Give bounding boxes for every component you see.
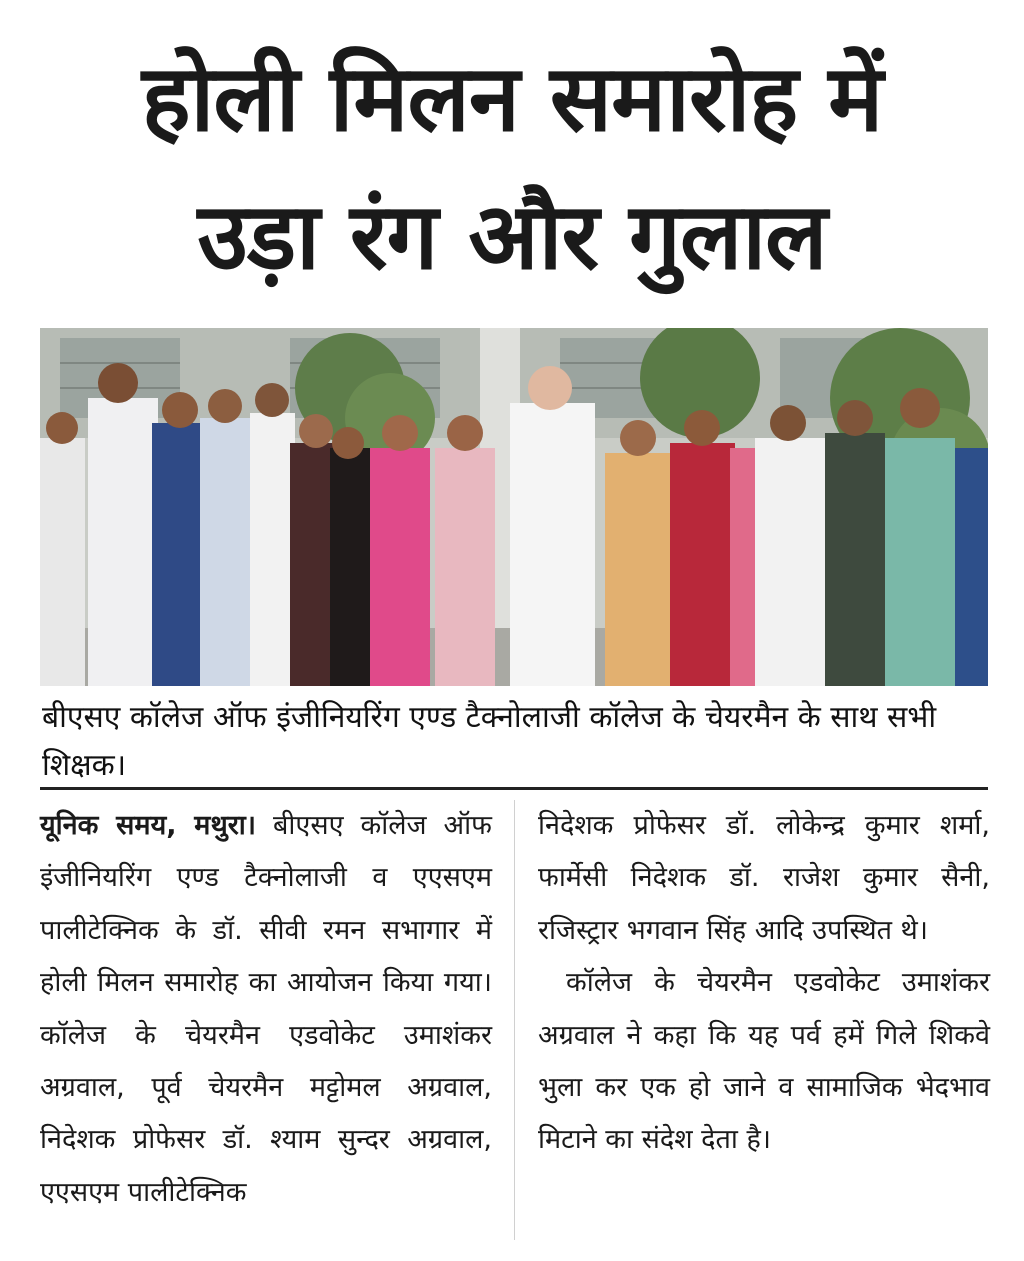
- article-column-left: [40, 800, 492, 1219]
- group-photo-icon: [40, 328, 988, 686]
- photo-caption: बीएसए कॉलेज ऑफ इंजीनियरिंग एण्ड टैक्नोलाजी कॉलेज के चेयरमैन के साथ सभी शिक्षक।: [42, 700, 937, 783]
- article-paragraph-2: कॉलेज के चेयरमैन एडवोकेट उमाशंकर अग्रवाल ने कहा कि यह पर्व हमें गिले शिकवे भुला कर एक हो जाने व सामाजिक भेदभाव मिटाने का संदेश देता है।: [538, 967, 990, 1156]
- article-paragraph-1: निदेशक प्रोफेसर डॉ. लोकेन्द्र कुमार शर्मा, फार्मेसी निदेशक डॉ. राजेश कुमार सैनी, रजिस्ट्रार भगवान सिंह आदि उपस्थित थे।: [538, 810, 990, 946]
- article-column-right: [538, 800, 990, 1167]
- headline-line-1: होली मिलन समारोह में: [141, 45, 883, 152]
- news-photo: [40, 328, 988, 686]
- article-body-left: बीएसए कॉलेज ऑफ इंजीनियरिंग एण्ड टैक्नोलाजी व एएसएम पालीटेक्निक के डॉ. सीवी रमन सभागार में होली मिलन समारोह का आयोजन किया गया। कॉलेज के चेयरमैन एडवोकेट उमाशंकर अग्रवाल, पूर्व चेयरमैन मट्टोमल अग्रवाल, निदेशक प्रोफेसर डॉ. श्याम सुन्दर अग्रवाल, एएसएम पालीटेक्निक: [40, 810, 492, 1208]
- column-divider: [514, 800, 515, 1240]
- section-divider: [40, 787, 988, 790]
- headline: [0, 30, 1024, 306]
- article-byline: यूनिक समय, मथुरा।: [40, 810, 256, 841]
- headline-line-2: उड़ा रंग और गुलाल: [197, 183, 827, 290]
